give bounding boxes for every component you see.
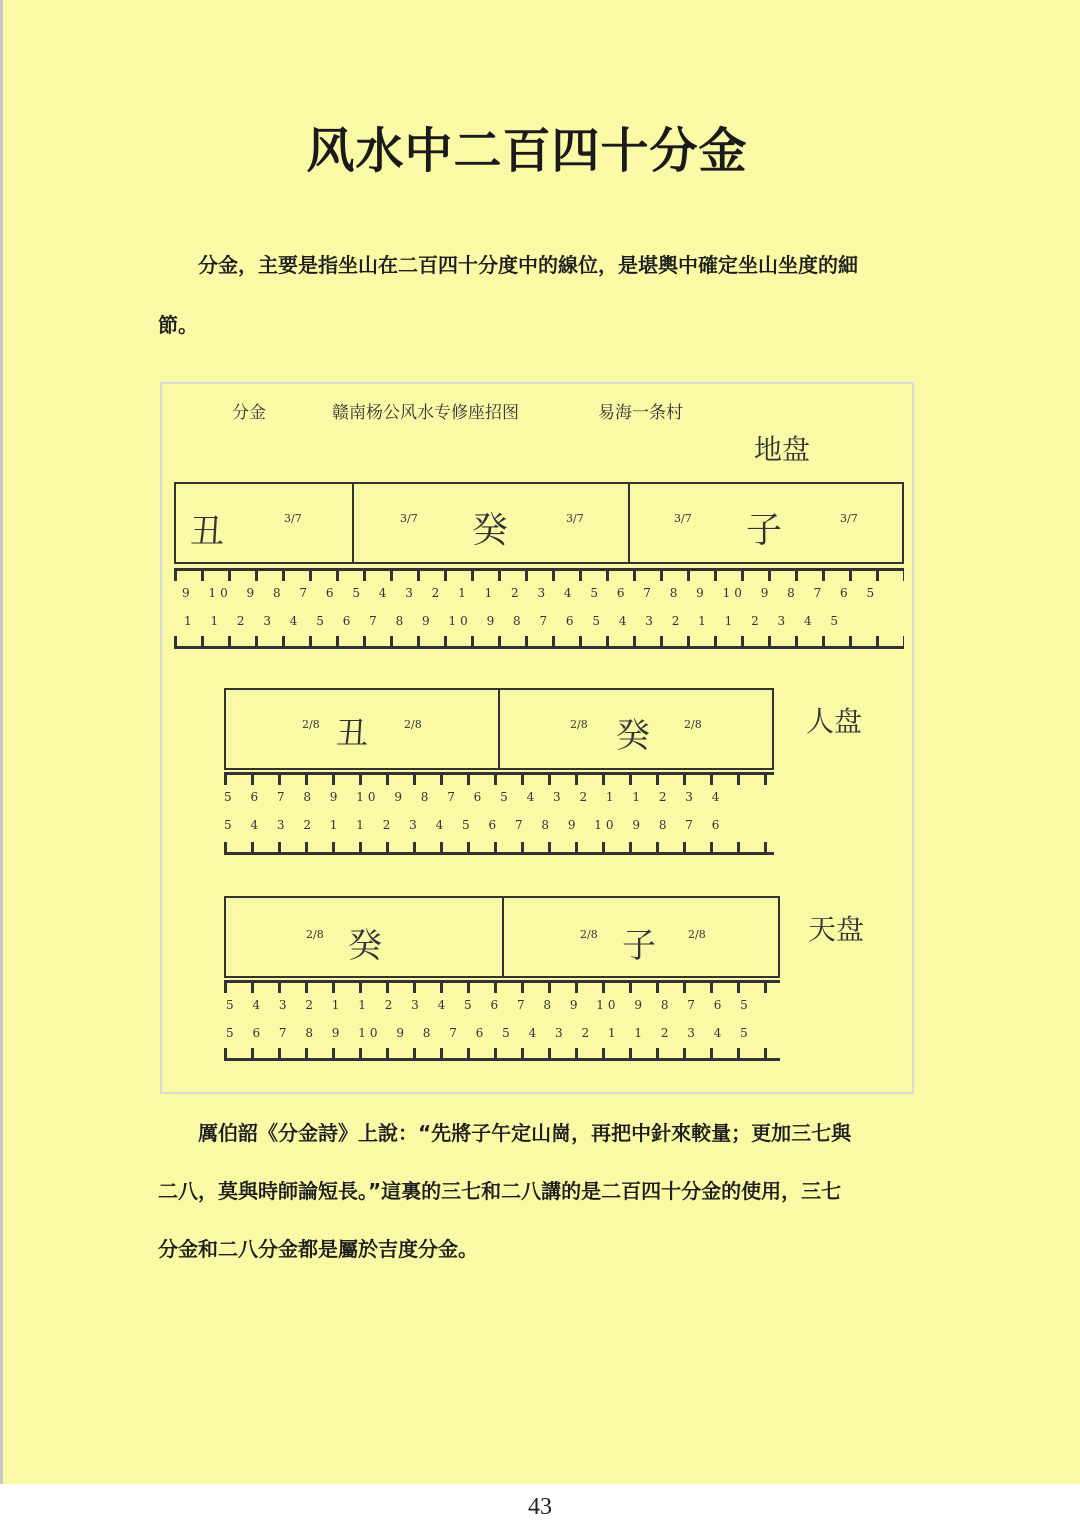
ruler-renpan [224, 688, 774, 858]
segment-mark: 2/8 [306, 928, 324, 941]
intro-line: 節。 [158, 313, 198, 337]
ruler-ticks [174, 636, 904, 646]
segment-label: 癸 [348, 926, 382, 966]
ruler-label-tianpan: 天盘 [808, 913, 865, 946]
segment-label: 子 [622, 926, 656, 966]
ruler-tianpan [224, 896, 780, 1066]
fenjin-figure [160, 382, 914, 1094]
outro-paragraph [158, 1118, 918, 1264]
segment-mark: 3/7 [400, 512, 418, 525]
segment-label: 癸 [472, 510, 509, 551]
scale-numbers-top: 5 6 7 8 9 10 9 8 7 6 5 4 3 2 1 1 2 3 4 [224, 790, 724, 804]
segment-label: 癸 [616, 716, 650, 756]
segment-mark: 2/8 [404, 718, 422, 731]
scale-numbers-top: 9 10 9 8 7 6 5 4 3 2 1 1 2 3 4 5 6 7 8 9 10 9 8 7 6 5 [182, 586, 879, 600]
ruler-label-diipan: 地盘 [754, 433, 811, 466]
ruler-bottom-line [224, 1058, 780, 1061]
page-number: 43 [528, 1494, 552, 1520]
figure-caption-mid: 赣南杨公风水专修座招图 [332, 403, 519, 423]
figure-caption-left: 分金 [232, 403, 266, 423]
intro-line: 分金，主要是指坐山在二百四十分度中的線位，是堪輿中確定坐山坐度的細 [198, 253, 858, 277]
ruler-ticks [174, 571, 904, 581]
segment-mark: 3/7 [284, 512, 302, 525]
ruler-ticks [224, 983, 780, 993]
segment-mark: 3/7 [566, 512, 584, 525]
ruler-ticks [224, 775, 774, 785]
segment-mark: 3/7 [840, 512, 858, 525]
page-title: 风水中二百四十分金 [306, 123, 748, 179]
segment-divider [498, 688, 500, 770]
outro-line: 分金和二八分金都是屬於吉度分金。 [158, 1237, 478, 1261]
segment-mark: 2/8 [688, 928, 706, 941]
segment-label: 丑 [336, 714, 369, 752]
segment-label: 丑 [190, 512, 224, 552]
segment-mark: 3/7 [674, 512, 692, 525]
segment-divider [352, 482, 354, 564]
segment-label: 子 [746, 510, 783, 551]
ruler-bottom-line [224, 852, 774, 855]
segment-mark: 2/8 [302, 718, 320, 731]
segment-divider [628, 482, 630, 564]
intro-paragraph [158, 250, 918, 340]
segment-mark: 2/8 [580, 928, 598, 941]
outro-line: 二八，莫與時師論短長。”這裏的三七和二八講的是二百四十分金的使用，三七 [158, 1179, 842, 1203]
outro-line: 厲伯韶《分金詩》上說：“先將子午定山崗，再把中針來較量；更加三七與 [198, 1121, 852, 1145]
scale-numbers-bottom: 5 4 3 2 1 1 2 3 4 5 6 7 8 9 10 9 8 7 6 [224, 818, 724, 832]
ruler-bottom-line [174, 646, 904, 649]
segment-mark: 2/8 [684, 718, 702, 731]
scale-numbers-bottom: 1 1 2 3 4 5 6 7 8 9 10 9 8 7 6 5 4 3 2 1 1 2 3 4 5 [184, 614, 843, 628]
scale-numbers-top: 5 4 3 2 1 1 2 3 4 5 6 7 8 9 10 9 8 7 6 5 [226, 998, 752, 1012]
ruler-ticks [224, 1048, 780, 1058]
scale-numbers-bottom: 5 6 7 8 9 10 9 8 7 6 5 4 3 2 1 1 2 3 4 5 [226, 1026, 752, 1040]
figure-caption-right: 易海一条村 [598, 403, 683, 423]
ruler-label-renpan: 人盘 [806, 705, 863, 738]
ruler-ticks [224, 842, 774, 852]
segment-mark: 2/8 [570, 718, 588, 731]
page-edge [0, 0, 3, 1484]
segment-divider [502, 896, 504, 978]
ruler-diipan [174, 482, 904, 652]
